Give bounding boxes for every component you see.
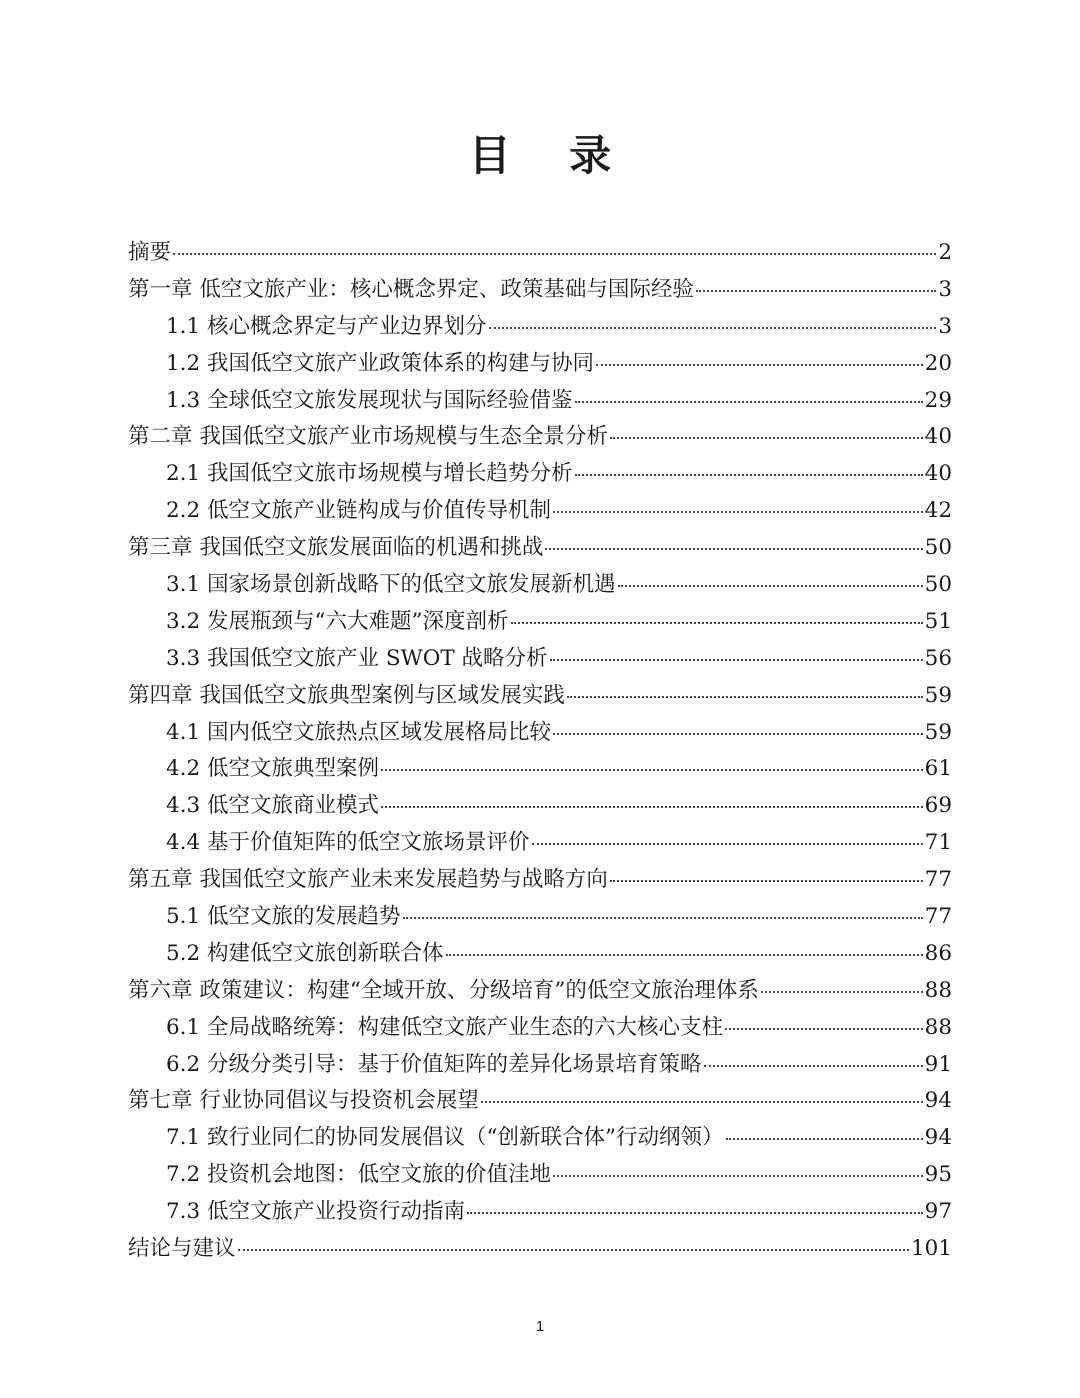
toc-entry-page-number: 69 (924, 793, 952, 819)
dot-leader (575, 474, 923, 476)
toc-entry-page-number: 88 (924, 1014, 952, 1040)
toc-entry-page-number: 95 (924, 1162, 952, 1188)
toc-section-entry[interactable] (128, 1157, 952, 1194)
toc-entry-label: 4.1 国内低空文旅热点区域发展格局比较 (166, 719, 552, 745)
toc-section-entry[interactable] (128, 899, 952, 936)
toc-entry-page-number: 40 (924, 424, 952, 450)
toc-section-entry[interactable] (128, 604, 952, 641)
toc-entry-label: 第七章 行业协同倡议与投资机会展望 (128, 1088, 479, 1114)
toc-section-entry[interactable] (128, 751, 952, 788)
toc-section-entry[interactable] (128, 825, 952, 862)
toc-entry-page-number: 101 (910, 1236, 952, 1262)
toc-chapter-entry[interactable] (128, 1083, 952, 1120)
toc-section-entry[interactable] (128, 346, 952, 383)
toc-entry-page-number: 51 (924, 608, 952, 634)
page-number: 1 (535, 1318, 545, 1335)
toc-section-entry[interactable] (128, 567, 952, 604)
toc-entry-label: 4.4 基于价值矩阵的低空文旅场景评价 (166, 830, 530, 856)
toc-section-entry[interactable] (128, 1010, 952, 1047)
toc-entry-label: 4.2 低空文旅典型案例 (166, 756, 380, 782)
toc-entry-page-number: 86 (924, 940, 952, 966)
toc-entry-page-number: 77 (924, 867, 952, 893)
toc-chapter-entry[interactable] (128, 973, 952, 1010)
toc-chapter-entry[interactable] (128, 1231, 952, 1268)
toc-chapter-entry[interactable] (128, 235, 952, 272)
toc-entry-page-number: 2 (938, 240, 952, 265)
dot-leader (704, 1065, 923, 1067)
toc-entry-page-number: 3 (938, 276, 952, 302)
dot-leader (532, 843, 923, 845)
dot-leader (550, 659, 923, 661)
toc-entry-page-number: 91 (924, 1051, 952, 1077)
toc-chapter-entry[interactable] (128, 419, 952, 456)
toc-entry-label: 5.2 构建低空文旅创新联合体 (166, 940, 444, 966)
toc-entry-label: 7.3 低空文旅产业投资行动指南 (166, 1199, 466, 1225)
dot-leader (725, 1028, 923, 1030)
table-of-contents (128, 235, 952, 1268)
dot-leader (567, 696, 923, 698)
dot-leader (381, 806, 923, 808)
dot-leader (761, 991, 923, 993)
dot-leader (481, 1101, 923, 1103)
toc-section-entry[interactable] (128, 1047, 952, 1084)
toc-chapter-entry[interactable] (128, 530, 952, 567)
dot-leader (489, 327, 937, 329)
toc-entry-page-number: 61 (924, 756, 952, 782)
toc-entry-page-number: 3 (938, 313, 952, 339)
toc-entry-label: 3.3 我国低空文旅产业 SWOT 战略分析 (166, 645, 548, 671)
dot-leader (618, 585, 923, 587)
toc-entry-label: 6.1 全局战略统筹：构建低空文旅产业生态的六大核心支柱 (166, 1014, 724, 1040)
toc-entry-label: 6.2 分级分类引导：基于价值矩阵的差异化场景培育策略 (166, 1051, 702, 1077)
toc-entry-page-number: 97 (924, 1199, 952, 1225)
toc-entry-page-number: 20 (924, 350, 952, 376)
toc-entry-page-number: 77 (924, 904, 952, 930)
dot-leader (545, 548, 922, 550)
toc-section-entry[interactable] (128, 715, 952, 752)
toc-entry-page-number: 94 (924, 1125, 952, 1151)
dot-leader (726, 1138, 923, 1140)
toc-entry-label: 2.1 我国低空文旅市场规模与增长趋势分析 (166, 461, 573, 487)
toc-entry-label: 第一章 低空文旅产业：核心概念界定、政策基础与国际经验 (128, 276, 694, 302)
toc-entry-label: 3.1 国家场景创新战略下的低空文旅发展新机遇 (166, 572, 616, 598)
dot-leader (575, 401, 923, 403)
toc-entry-page-number: 50 (924, 572, 952, 598)
dot-leader (553, 1175, 923, 1177)
toc-entry-page-number: 59 (924, 682, 952, 708)
toc-entry-page-number: 94 (924, 1088, 952, 1114)
dot-leader (173, 253, 936, 255)
toc-entry-label: 1.1 核心概念界定与产业边界划分 (166, 313, 487, 339)
toc-chapter-entry[interactable] (128, 272, 952, 309)
toc-entry-label: 1.2 我国低空文旅产业政策体系的构建与协同 (166, 350, 595, 376)
toc-section-entry[interactable] (128, 1194, 952, 1231)
toc-entry-label: 3.2 发展瓶颈与“六大难题”深度剖析 (166, 608, 509, 634)
toc-section-entry[interactable] (128, 309, 952, 346)
toc-chapter-entry[interactable] (128, 678, 952, 715)
toc-entry-label: 第四章 我国低空文旅典型案例与区域发展实践 (128, 682, 565, 708)
toc-entry-label: 5.1 低空文旅的发展趋势 (166, 904, 401, 930)
toc-entry-page-number: 88 (924, 977, 952, 1003)
toc-section-entry[interactable] (128, 1120, 952, 1157)
toc-entry-page-number: 50 (924, 535, 952, 561)
toc-entry-label: 第五章 我国低空文旅产业未来发展趋势与战略方向 (128, 867, 608, 893)
page-title: 目 录 (468, 131, 634, 180)
toc-chapter-entry[interactable] (128, 862, 952, 899)
toc-section-entry[interactable] (128, 641, 952, 678)
dot-leader (381, 769, 923, 771)
toc-section-entry[interactable] (128, 788, 952, 825)
toc-section-entry[interactable] (128, 936, 952, 973)
toc-entry-label: 第三章 我国低空文旅发展面临的机遇和挑战 (128, 535, 544, 561)
toc-entry-label: 2.2 低空文旅产业链构成与价值传导机制 (166, 498, 552, 524)
toc-entry-page-number: 40 (924, 461, 952, 487)
toc-entry-label: 1.3 全球低空文旅发展现状与国际经验借鉴 (166, 387, 573, 413)
dot-leader (696, 290, 936, 292)
toc-entry-label: 第六章 政策建议：构建“全域开放、分级培育”的低空文旅治理体系 (128, 977, 759, 1003)
toc-entry-label: 结论与建议 (128, 1236, 236, 1262)
dot-leader (610, 437, 923, 439)
dot-leader (403, 917, 923, 919)
toc-entry-label: 7.1 致行业同仁的协同发展倡议（“创新联合体”行动纲领） (166, 1125, 724, 1151)
toc-section-entry[interactable] (128, 493, 952, 530)
toc-entry-label: 7.2 投资机会地图：低空文旅的价值洼地 (166, 1162, 552, 1188)
toc-entry-label: 第二章 我国低空文旅产业市场规模与生态全景分析 (128, 424, 608, 450)
toc-entry-label: 4.3 低空文旅商业模式 (166, 793, 380, 819)
dot-leader (446, 954, 923, 956)
dot-leader (553, 733, 923, 735)
toc-entry-page-number: 42 (924, 498, 952, 524)
toc-entry-label: 摘要 (128, 240, 172, 265)
toc-entry-page-number: 56 (924, 645, 952, 671)
toc-section-entry[interactable] (128, 456, 952, 493)
dot-leader (610, 880, 923, 882)
dot-leader (467, 1212, 923, 1214)
dot-leader (238, 1249, 909, 1251)
dot-leader (511, 622, 923, 624)
toc-entry-page-number: 71 (924, 830, 952, 856)
dot-leader (596, 364, 923, 366)
dot-leader (553, 511, 923, 513)
toc-entry-page-number: 59 (924, 719, 952, 745)
toc-entry-page-number: 29 (924, 387, 952, 413)
toc-section-entry[interactable] (128, 383, 952, 420)
